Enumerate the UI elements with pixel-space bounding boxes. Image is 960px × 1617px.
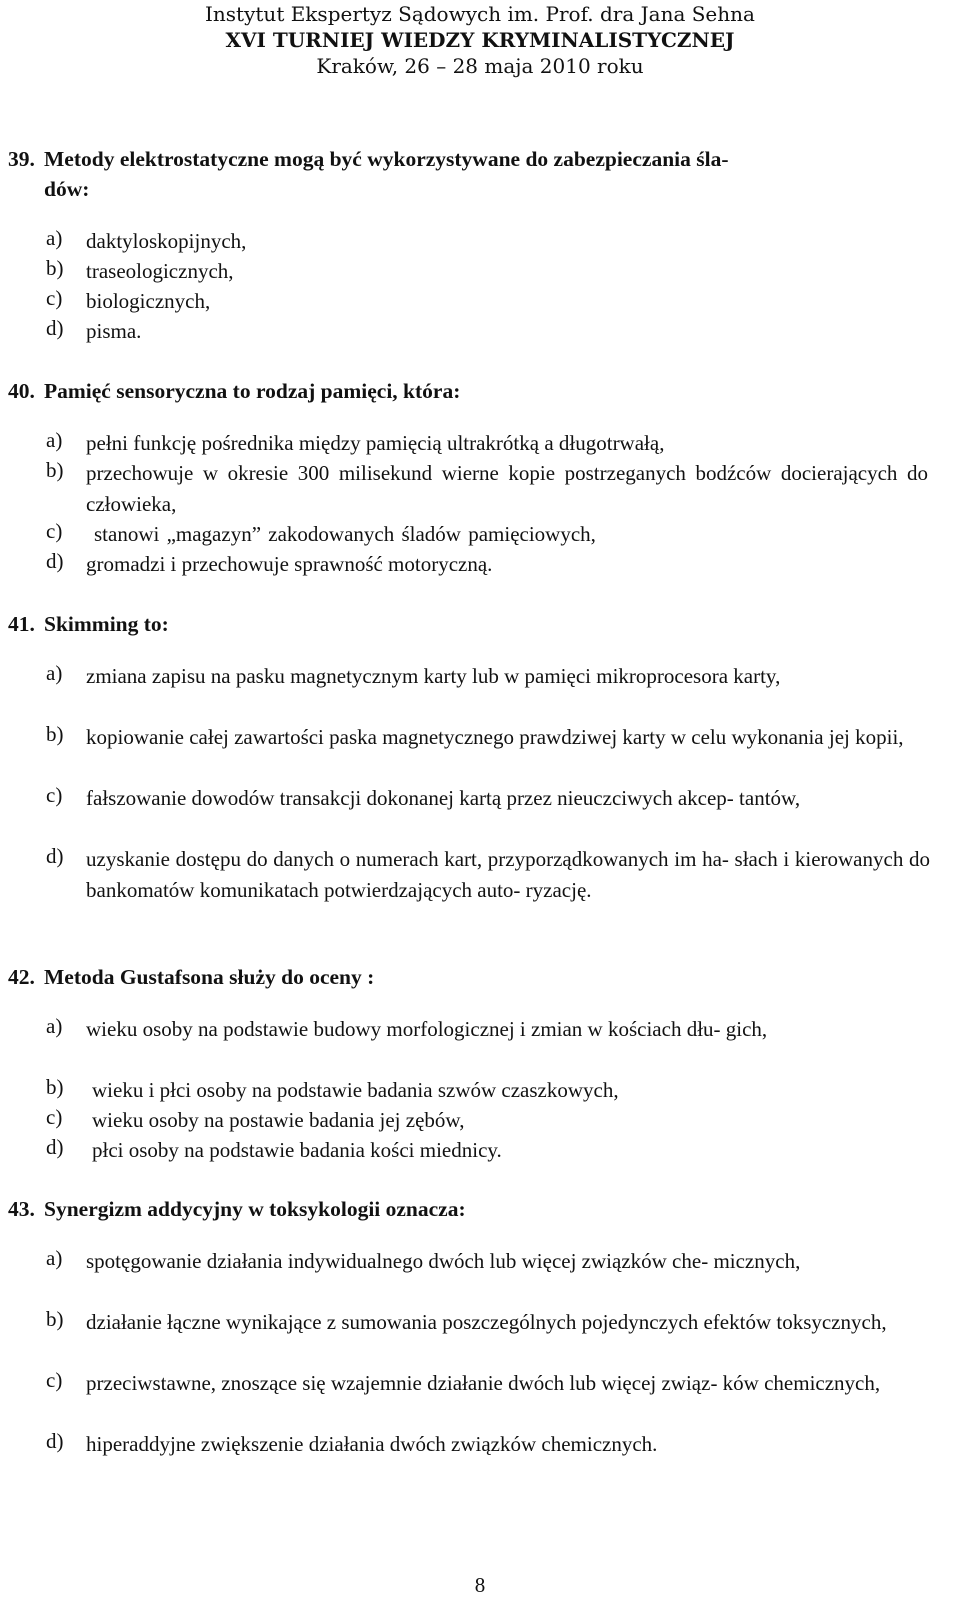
- answer-label: a): [46, 1014, 63, 1038]
- answer-label: b): [46, 1307, 64, 1331]
- answer-text: stanowi „magazyn” zakodowanych śladów pamięciowych,: [94, 522, 596, 546]
- answer-text: kopiowanie całej zawartości paska magnetycznego prawdziwej karty w celu wykonania jej kopii,: [86, 725, 904, 749]
- answer-text: wieku osoby na podstawie budowy morfologicznej i zmian w kościach dłu- gich,: [86, 1017, 768, 1041]
- question-text: Pamięć sensoryczna to rodzaj pamięci, która:: [44, 379, 461, 403]
- answer-label: a): [46, 226, 63, 250]
- answer-text: gromadzi i przechowuje sprawność motoryczną.: [86, 552, 493, 576]
- answer-text: wieku osoby na postawie badania jej zębów,: [92, 1108, 465, 1132]
- answer-text: daktyloskopijnych,: [86, 229, 247, 253]
- answer-text: pełni funkcję pośrednika między pamięcią ultrakrótką a długotrwałą,: [86, 431, 665, 455]
- question-number: 43.: [8, 1197, 35, 1221]
- answer-label: d): [46, 1135, 64, 1159]
- answer-label: d): [46, 1429, 64, 1453]
- answer-text: fałszowanie dowodów transakcji dokonanej kartą przez nieuczciwych akcep- tantów,: [86, 786, 801, 810]
- answer-label: b): [46, 256, 64, 280]
- answer-label: a): [46, 661, 63, 685]
- answer-label: b): [46, 722, 64, 746]
- answer-label: c): [46, 286, 63, 310]
- question-text: Synergizm addycyjny w toksykologii oznacza:: [44, 1197, 466, 1221]
- answer-text: działanie łączne wynikające z sumowania poszczególnych pojedynczych efektów toksycznych,: [86, 1310, 887, 1334]
- answer-text: biologicznych,: [86, 289, 211, 313]
- answer-text: wieku i płci osoby na podstawie badania szwów czaszkowych,: [92, 1078, 619, 1102]
- answer-text: pisma.: [86, 319, 142, 343]
- answer-text: przechowuje w okresie 300 milisekund wierne kopie postrzeganych bodźców docierających do człowieka,: [86, 461, 928, 516]
- question-number: 42.: [8, 965, 35, 989]
- answer-text: płci osoby na podstawie badania kości miednicy.: [92, 1138, 502, 1162]
- answer-text: przeciwstawne, znoszące się wzajemnie działanie dwóch lub więcej związ- ków chemicznych,: [86, 1371, 881, 1395]
- question-text: Metody elektrostatyczne mogą być wykorzystywane do zabezpieczania śla-: [44, 147, 729, 171]
- answer-label: c): [46, 1105, 63, 1129]
- answer-label: a): [46, 1246, 63, 1270]
- question-number: 40.: [8, 379, 35, 403]
- question-number: 41.: [8, 612, 35, 636]
- question-text-continued: dów:: [44, 177, 90, 201]
- question-text: Skimming to:: [44, 612, 169, 636]
- page-number: 8: [474, 1573, 486, 1597]
- answer-text: spotęgowanie działania indywidualnego dwóch lub więcej związków che- micznych,: [86, 1249, 801, 1273]
- header-date: Kraków, 26 – 28 maja 2010 roku: [316, 54, 644, 78]
- answer-label: c): [46, 519, 63, 543]
- answer-text: hiperaddyjne zwiększenie działania dwóch związków chemicznych.: [86, 1432, 658, 1456]
- question-number: 39.: [8, 147, 35, 171]
- question-text: Metoda Gustafsona służy do oceny :: [44, 965, 375, 989]
- header-institute: Instytut Ekspertyz Sądowych im. Prof. dra Jana Sehna: [205, 2, 755, 26]
- answer-label: c): [46, 1368, 63, 1392]
- answer-label: b): [46, 1075, 64, 1099]
- answer-label: d): [46, 549, 64, 573]
- answer-label: d): [46, 844, 64, 868]
- answer-label: b): [46, 458, 64, 482]
- answer-text: uzyskanie dostępu do danych o numerach kart, przyporządkowanych im ha- słach i kierowanych do bankomatów komunikatach potwierdzających auto- ryzację.: [86, 847, 930, 902]
- answer-label: d): [46, 316, 64, 340]
- answer-text: traseologicznych,: [86, 259, 234, 283]
- answer-label: a): [46, 428, 63, 452]
- answer-label: c): [46, 783, 63, 807]
- header-tournament: XVI TURNIEJ WIEDZY KRYMINALISTYCZNEJ: [225, 28, 735, 52]
- answer-text: zmiana zapisu na pasku magnetycznym karty lub w pamięci mikroprocesora karty,: [86, 664, 781, 688]
